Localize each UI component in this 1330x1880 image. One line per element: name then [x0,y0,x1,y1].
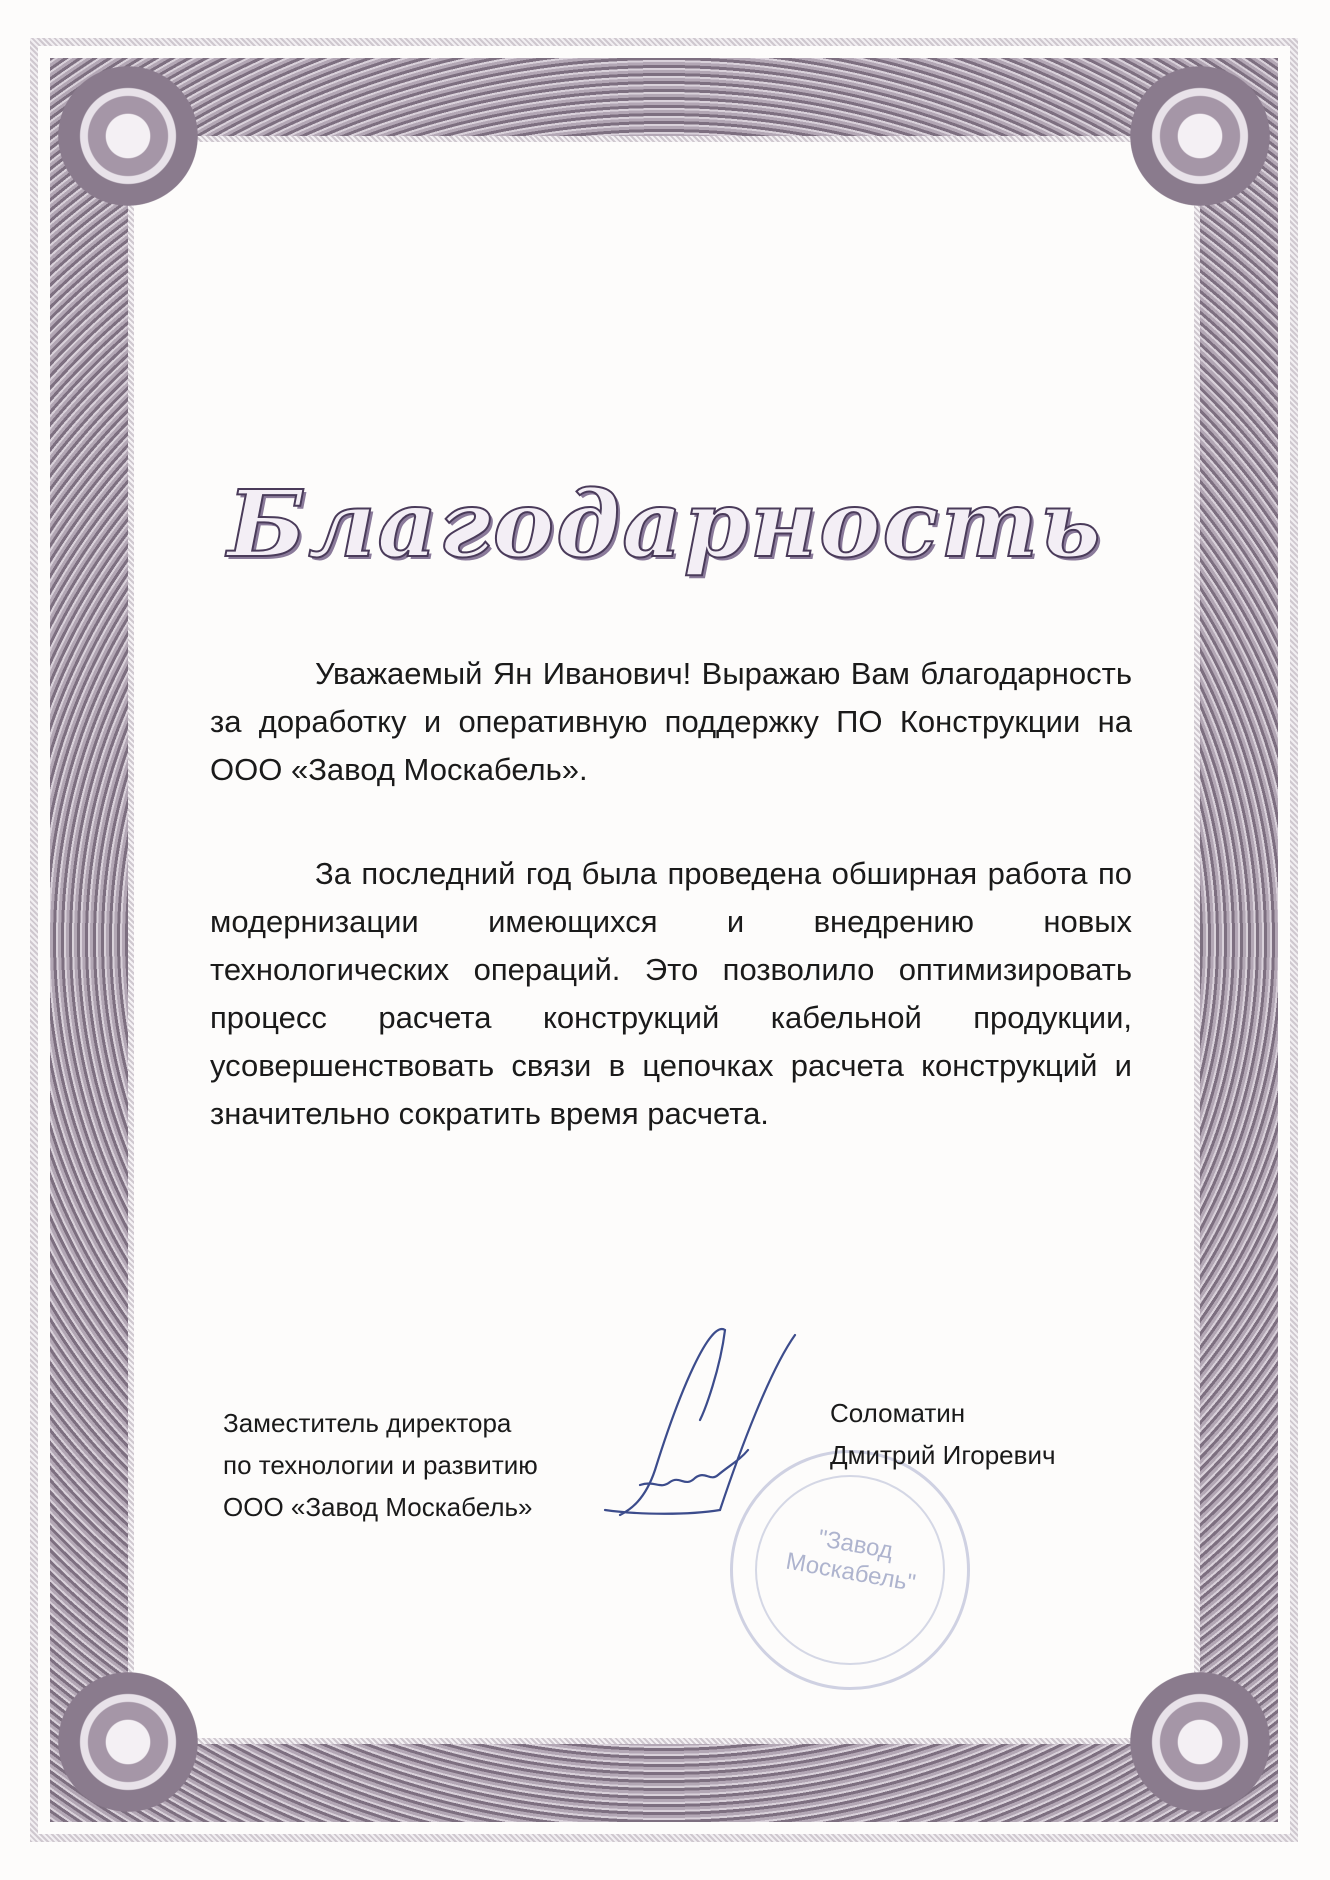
paragraph-2-text: За последний год была проведена обширная работа по модернизации имеющихся и внедрению новых технологических операций. Это позволило оптимизировать процесс расчета конструкций кабельной продукции, усовершенствовать связи в цепочках расчета конструкций и значительно сократить время расчета. [210,856,1132,1131]
corner-ornament-bottom-left [58,1672,198,1812]
corner-ornament-top-left [58,66,198,206]
position-line: Заместитель директора [223,1408,512,1438]
signatory-name [830,1392,1056,1476]
corner-ornament-top-right [1130,66,1270,206]
document-title: Благодарность [227,470,1103,578]
given-names: Дмитрий Игоревич [830,1440,1056,1470]
handwritten-signature [600,1310,860,1530]
position-line: по технологии и развитию [223,1450,538,1480]
position-line: ООО «Завод Москабель» [223,1492,533,1522]
surname: Соломатин [830,1398,966,1428]
paragraph-1-text: Уважаемый Ян Иванович! Выражаю Вам благодарность за доработку и оперативную поддержку ПО Конструкции на ООО «Завод Москабель». [210,656,1132,787]
signatory-position [223,1402,538,1528]
paragraph-1 [210,650,1132,794]
stamp-text: "Завод Москабель" [783,1524,918,1597]
paragraph-2 [210,850,1132,1138]
corner-ornament-bottom-right [1130,1672,1270,1812]
